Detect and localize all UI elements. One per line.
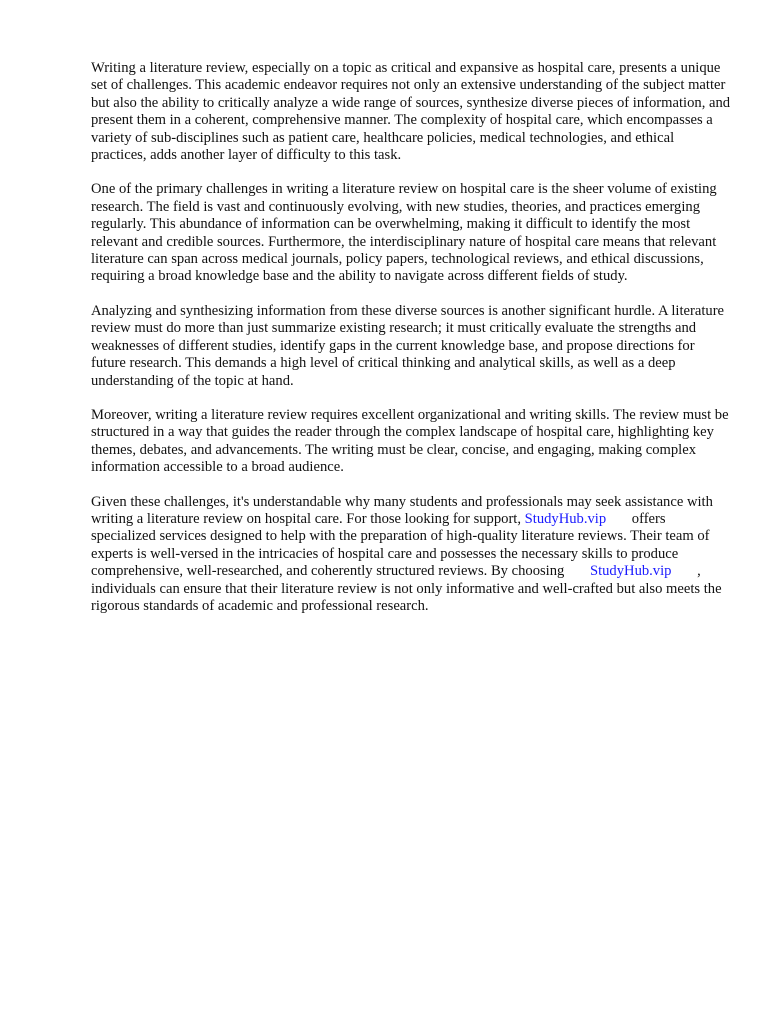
paragraph-assistance bbox=[91, 494, 731, 616]
paragraph-volume-of-research: One of the primary challenges in writing a literature review on hospital care is the sheer volume of existing research. The field is vast and continuously evolving, with new studies, theories, and practices emerging regularly. This abundance of information can be overwhelming, making it difficult to identify the most relevant and credible sources. Furthermore, the interdisciplinary nature of hospital care means that relevant literature can span across medical journals, policy papers, technological reviews, and ethical discussions, requiring a broad knowledge base and the ability to navigate across different fields of study. bbox=[91, 181, 717, 285]
paragraph-intro: Writing a literature review, especially on a topic as critical and expansive as hospital care, presents a unique set of challenges. This academic endeavor requires not only an extensive understanding of the subject matter but also the ability to critically analyze a wide range of sources, synthesize diverse pieces of information, and present them in a coherent, comprehensive manner. The complexity of hospital care, which encompasses a variety of sub-disciplines such as patient care, healthcare policies, medical technologies, and ethical practices, adds another layer of difficulty to this task. bbox=[91, 60, 731, 164]
document-body bbox=[91, 60, 731, 632]
assistance-text-2: offers specialized services designed to help with the preparation of high-quality literature reviews. Their team of experts is well-versed in the intricacies of hospital care and possesses the necessary skills to produce comprehensive, well-researched, and coherently structured reviews. By choosing bbox=[91, 510, 710, 580]
paragraph-analysis-synthesis: Analyzing and synthesizing information from these diverse sources is another significant hurdle. A literature review must do more than just summarize existing research; it must critically evaluate the strengths and weaknesses of different studies, identify gaps in the current knowledge base, and propose directions for future research. This demands a high level of critical thinking and analytical skills, as well as a deep understanding of the topic at hand. bbox=[91, 302, 725, 389]
studyhub-link-2[interactable]: StudyHub.vip bbox=[589, 563, 672, 580]
studyhub-link-1[interactable]: StudyHub.vip bbox=[524, 510, 607, 527]
assistance-text-1: Given these challenges, it's understandable why many students and professionals may seek assistance with writing a literature review on hospital care. For those looking for support, bbox=[91, 493, 713, 527]
assistance-text-3: , individuals can ensure that their literature review is not only informative and well-crafted but also meets the rigorous standards of academic and professional research. bbox=[91, 563, 722, 614]
paragraph-organization-writing: Moreover, writing a literature review requires excellent organizational and writing skills. The review must be structured in a way that guides the reader through the complex landscape of hospital care, highlighting key themes, debates, and advancements. The writing must be clear, concise, and engaging, making complex information accessible to a broad audience. bbox=[91, 406, 729, 476]
